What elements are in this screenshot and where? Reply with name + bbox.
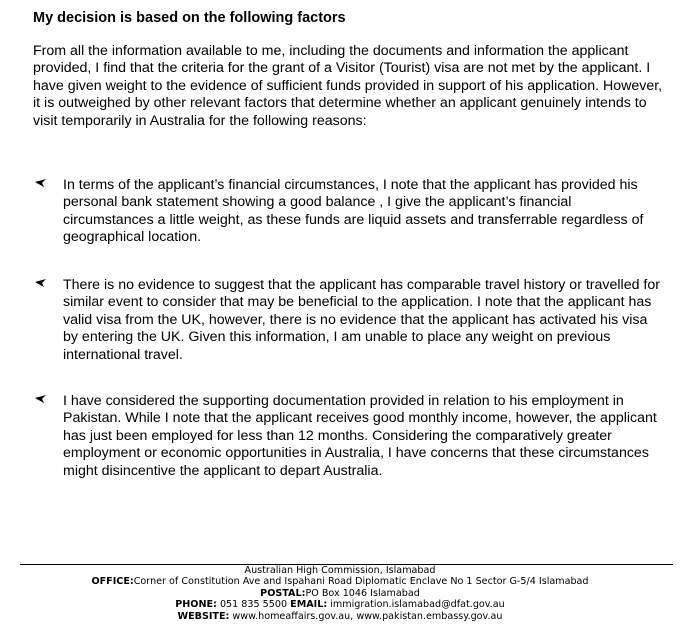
- list-item-text: There is no evidence to suggest that the applicant has comparable travel history or travelled for similar event to consider that may be beneficial to the application. I note that the applicant has valid visa from the UK, however, there is no evidence that the applicant has activated his visa by entering the UK. Given this information, I am unable to place any weight on previous international travel.: [63, 277, 660, 363]
- footer-website: [0, 611, 680, 622]
- footer-email-label: EMAIL:: [290, 599, 328, 611]
- footer-office-value: Corner of Constitution Ave and Ispahani Road Diplomatic Enclave No 1 Sector G-5/4 Islamabad: [133, 576, 589, 588]
- footer-phone-label: PHONE:: [175, 599, 217, 611]
- arrowhead-bullet-icon: [34, 278, 48, 290]
- letterhead-footer: [0, 565, 680, 622]
- arrowhead-bullet-icon: [34, 178, 48, 190]
- footer-org: Australian High Commission, Islamabad: [244, 565, 436, 576]
- arrowhead-bullet-icon: [34, 394, 48, 406]
- footer-website-label: WEBSITE:: [177, 610, 230, 622]
- footer-postal-label: POSTAL:: [260, 587, 306, 599]
- footer-website-value: www.homeaffairs.gov.au, www.pakistan.embassy.gov.au: [229, 610, 503, 622]
- footer-email-value: immigration.islamabad@dfat.gov.au: [327, 599, 505, 611]
- footer-office-label: OFFICE:: [91, 576, 134, 588]
- intro-paragraph: From all the information available to me, including the documents and information the applicant provided, I find that the criteria for the grant of a Visitor (Tourist) visa are not met by the applicant. I have given weight to the evidence of sufficient funds provided in support of his application. However, it is outweighed by other relevant factors that determine whether an applicant genuinely intends to visit temporarily in Australia for the following reasons:: [33, 43, 663, 129]
- section-heading: My decision is based on the following factors: [33, 10, 346, 26]
- footer-postal: [0, 588, 680, 599]
- footer-phone-value: 051 835 5500: [216, 599, 291, 611]
- list-item-text: In terms of the applicant’s financial circumstances, I note that the applicant has provided his personal bank statement showing a good balance , I give the applicant’s financial circumstances a little weight, as these funds are liquid assets and transferrable regardless of geographical location.: [63, 177, 644, 246]
- list-item-text: I have considered the supporting documentation provided in relation to his employment in Pakistan. While I note that the applicant receives good monthly income, however, the applicant has just been employed for less than 12 months. Considering the comparatively greater employment or economic opportunities in Australia, I have concerns that these circumstances might disincentive the applicant to depart Australia.: [63, 393, 657, 479]
- footer-contact: [0, 599, 680, 610]
- footer-postal-value: PO Box 1046 Islamabad: [305, 587, 420, 599]
- footer-office: [0, 576, 680, 587]
